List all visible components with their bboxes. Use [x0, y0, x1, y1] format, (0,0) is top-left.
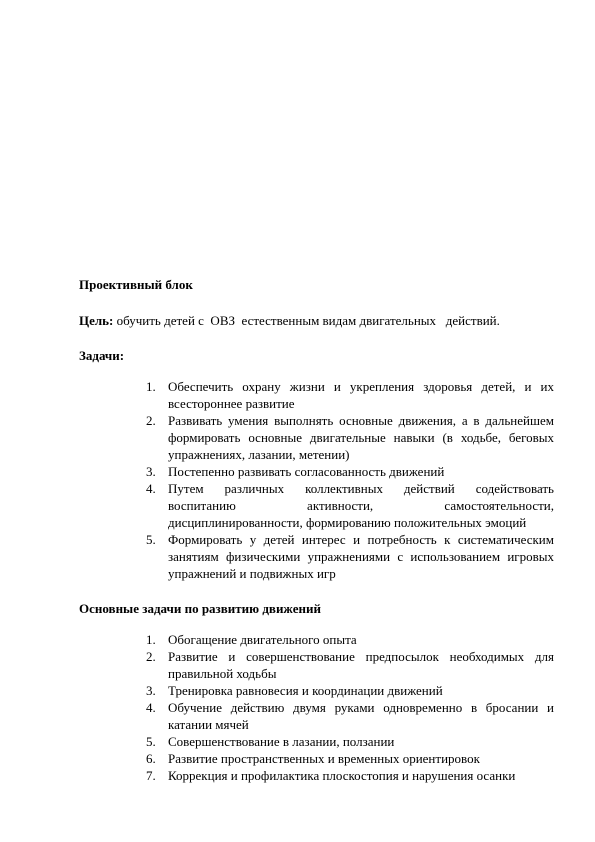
list-item-number: 5.: [146, 532, 156, 547]
list-item-number: 3.: [146, 464, 156, 479]
list-item-number: 2.: [146, 413, 156, 428]
list-item-text: Коррекция и профилактика плоскостопия и нарушения осанки: [168, 768, 516, 783]
tasks-list: [0, 378, 595, 582]
section-title: Проективный блок: [79, 277, 193, 292]
list-item-number: 1.: [146, 379, 156, 394]
motor-tasks-heading: Основные задачи по развитию движений: [79, 601, 321, 616]
list-item: [0, 631, 554, 648]
list-item-text: Обучение действию двумя руками одновременно в бросании и катании мячей: [168, 700, 554, 732]
list-item-number: 4.: [146, 700, 156, 715]
list-item: [0, 750, 554, 767]
list-item-text: Тренировка равновесия и координации движений: [168, 683, 443, 698]
list-item-text: Формировать у детей интерес и потребность к систематическим занятиям физическими упражнениями с использованием игровых упражнений и подвижных игр: [168, 532, 554, 581]
list-item-text: Совершенствование в лазании, ползании: [168, 734, 395, 749]
list-item: [0, 531, 554, 582]
goal-paragraph: [79, 312, 500, 329]
list-item: [0, 767, 554, 784]
list-item-text: Обогащение двигательного опыта: [168, 632, 357, 647]
tasks-heading: Задачи:: [79, 348, 125, 363]
list-item-number: 6.: [146, 751, 156, 766]
list-item-text: Постепенно развивать согласованность движений: [168, 464, 445, 479]
motor-tasks-list: [0, 631, 595, 784]
list-item-number: 7.: [146, 768, 156, 783]
list-item-number: 4.: [146, 481, 156, 496]
list-item-text: Развитие пространственных и временных ориентировок: [168, 751, 480, 766]
list-item: [0, 733, 554, 750]
list-item-text: Развитие и совершенствование предпосылок необходимых для правильной ходьбы: [168, 649, 554, 681]
list-item-number: 5.: [146, 734, 156, 749]
list-item: [0, 682, 554, 699]
list-item-number: 3.: [146, 683, 156, 698]
goal-text: обучить детей с ОВЗ естественным видам двигательных действий.: [113, 313, 500, 328]
list-item: [0, 412, 554, 463]
goal-label: Цель:: [79, 313, 114, 328]
list-item: [0, 648, 554, 682]
list-item: [0, 463, 554, 480]
list-item-text: Обеспечить охрану жизни и укрепления здоровья детей, и их всестороннее развитие: [168, 379, 554, 411]
list-item: [0, 480, 554, 531]
list-item: [0, 378, 554, 412]
list-item-number: 2.: [146, 649, 156, 664]
list-item: [0, 699, 554, 733]
list-item-text: Развивать умения выполнять основные движения, а в дальнейшем формировать основные двигательные навыки (в ходьбе, беговых упражнениях, лазании, метении): [168, 413, 554, 462]
list-item-number: 1.: [146, 632, 156, 647]
list-item-text: Путем различных коллективных действий содействовать воспитанию активности, самостоятельности, дисциплинированности, формированию положительных эмоций: [168, 481, 554, 530]
